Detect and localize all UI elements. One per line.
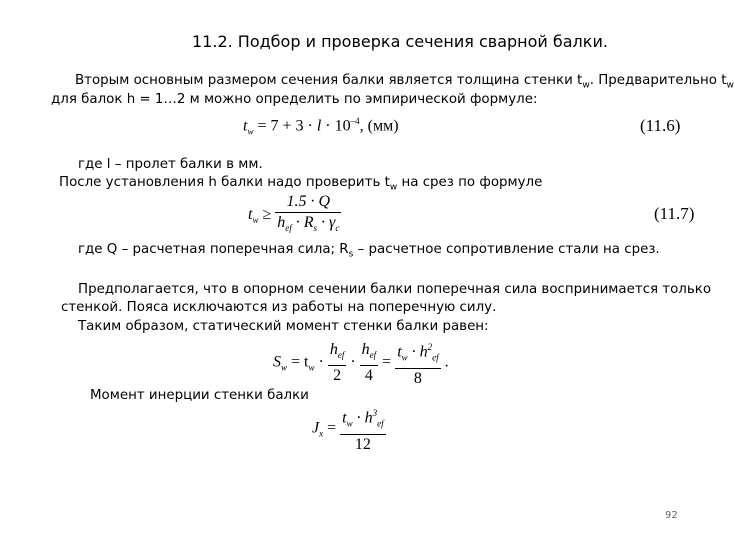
formula-inertia <box>312 404 386 454</box>
subscript: w <box>281 362 288 373</box>
fraction <box>275 193 341 237</box>
fraction-numerator: 1.5 · Q <box>275 193 341 213</box>
subscript: w <box>247 126 254 137</box>
subscript: w <box>346 418 353 429</box>
paragraph-support-line1: Предполагается, что в опорном сечении балки поперечная сила воспринимается только <box>78 282 712 297</box>
page-title: 11.2. Подбор и проверка сечения сварной балки. <box>192 32 608 51</box>
text-where-q <box>78 241 660 264</box>
subscript: c <box>335 223 340 234</box>
equation-number-11-7: (11.7) <box>654 204 695 223</box>
fraction-denominator: 8 <box>413 369 422 387</box>
formula-variable: · R <box>291 214 314 231</box>
paragraph-wall-thickness-line2: для балок h = 1…2 м можно определить по эмпирической формуле: <box>51 92 538 107</box>
formula-operator: ≥ <box>258 205 276 223</box>
fraction-numerator <box>395 338 440 369</box>
paragraph-support-line2: стенкой. Пояса исключаются из работы на поперечную силу. <box>61 300 497 315</box>
text-where-l: где l – пролет балки в мм. <box>78 157 263 172</box>
formula-variable: · h <box>407 343 428 361</box>
fraction <box>360 341 379 385</box>
text-segment: – расчетное сопротивление стали на срез. <box>353 242 660 257</box>
subscript: ef <box>337 349 345 360</box>
subscript: s <box>313 223 318 234</box>
subscript: w <box>252 214 259 225</box>
fraction-numerator <box>328 341 347 366</box>
text-segment: на срез по формуле <box>397 175 543 190</box>
formula-operator: = <box>323 419 341 437</box>
subscript: ef <box>377 418 384 429</box>
formula-operator: · 10 <box>321 117 351 135</box>
formula-lhs: t <box>248 205 253 223</box>
subscript: w <box>582 80 590 91</box>
subscript: w <box>726 80 734 91</box>
formula-lhs: t <box>243 117 248 135</box>
formula-variable: t <box>397 343 402 361</box>
superscript: –4 <box>350 116 360 126</box>
superscript: 3 <box>372 408 378 418</box>
formula-static-moment <box>273 338 449 388</box>
formula-11-7 <box>248 193 341 237</box>
text-inertia: Момент инерции стенки балки <box>90 388 309 403</box>
formula-lhs: S <box>273 353 281 371</box>
fraction <box>328 341 347 385</box>
text-static-moment: Таким образом, статический момент стенки балки равен: <box>78 319 489 334</box>
subscript: ef <box>432 352 439 363</box>
formula-operator: · <box>314 353 328 371</box>
subscript: x <box>319 428 324 439</box>
formula-variable: h <box>277 214 286 231</box>
formula-variable: · h <box>352 409 373 427</box>
subscript: w <box>401 352 408 363</box>
formula-variable: h <box>361 340 370 358</box>
text-segment: Вторым основным размером сечения балки является толщина стенки t <box>75 73 583 88</box>
formula-variable: h <box>329 340 338 358</box>
text-segment: где Q – расчетная поперечная сила; R <box>78 242 349 257</box>
superscript: 2 <box>427 342 433 352</box>
formula-operator: = t <box>287 353 309 371</box>
subscript: w <box>308 362 315 373</box>
equation-number-11-6: (11.6) <box>640 116 681 135</box>
fraction-denominator: 4 <box>364 366 373 384</box>
formula-unit: , (мм) <box>359 117 399 135</box>
fraction-denominator: 12 <box>354 435 371 453</box>
formula-operator: = <box>378 353 396 371</box>
fraction <box>340 404 385 454</box>
formula-operator: = 7 + 3 · <box>253 117 317 135</box>
fraction-denominator: 2 <box>333 366 342 384</box>
formula-variable: t <box>342 409 347 427</box>
formula-lhs: J <box>312 419 320 437</box>
text-segment: . Предварительно t <box>589 73 727 88</box>
fraction-numerator <box>360 341 379 366</box>
formula-variable: l <box>316 117 322 135</box>
subscript: s <box>348 249 354 260</box>
text-segment: После установления h балки надо проверить t <box>59 175 390 190</box>
formula-variable: · γ <box>317 214 336 231</box>
subscript: w <box>389 182 398 193</box>
formula-end: . <box>440 353 449 371</box>
fraction-numerator <box>340 404 385 435</box>
formula-11-6 <box>243 116 399 137</box>
fraction <box>395 338 440 388</box>
fraction-denominator <box>275 213 341 237</box>
page-number: 92 <box>665 510 678 521</box>
formula-operator: · <box>346 353 360 371</box>
subscript: ef <box>285 223 292 234</box>
subscript: ef <box>369 349 377 360</box>
